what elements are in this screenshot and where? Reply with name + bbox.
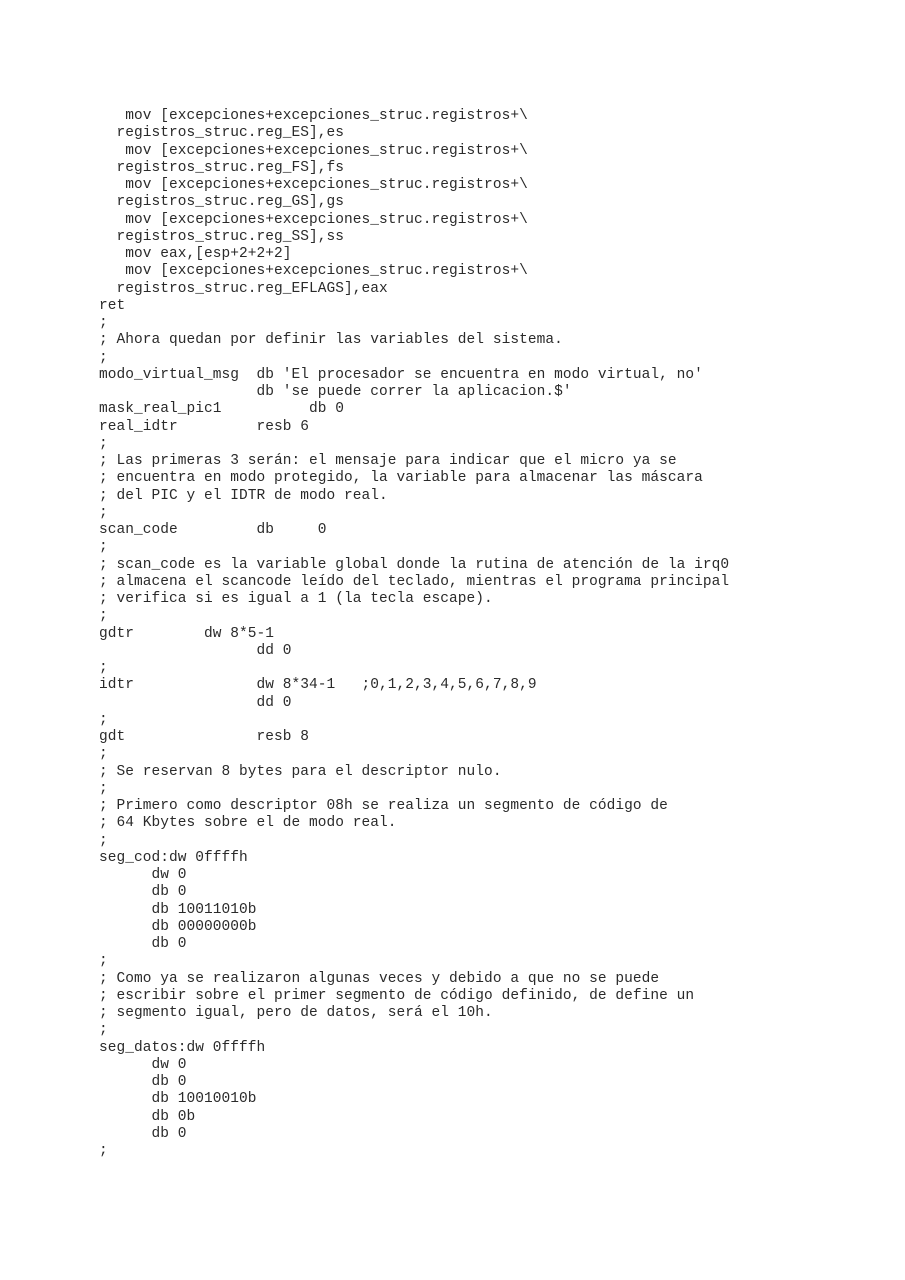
code-line: ; [99, 1022, 108, 1039]
code-line: dd 0 [99, 642, 292, 659]
code-line: ; [99, 539, 108, 556]
code-line: db 'se puede correr la aplicacion.$' [99, 384, 572, 400]
code-line: ret [99, 297, 126, 314]
code-line: ; segmento igual, pero de datos, será el 10h. [99, 1005, 493, 1021]
code-line: seg_cod:dw 0ffffh [99, 849, 248, 866]
code-line: ; [99, 660, 108, 676]
code-line: ; 64 Kbytes sobre el de modo real. [99, 815, 397, 832]
code-line: idtr dw 8*34-1 ;0,1,2,3,4,5,6,7,8,9 [99, 677, 537, 694]
code-line: ; [99, 711, 108, 728]
code-line: mov [excepciones+excepciones_struc.registros+\ [99, 108, 528, 124]
code-line: db 10010010b [99, 1091, 257, 1108]
code-line: real_idtr resb 6 [99, 418, 310, 435]
code-line: db 0 [99, 936, 187, 952]
code-line: mov [excepciones+excepciones_struc.registros+\ [99, 211, 528, 228]
code-line: db 0 [99, 884, 187, 901]
code-line: ; Como ya se realizaron algunas veces y debido a que no se puede [99, 970, 660, 987]
code-line: ; [99, 315, 108, 331]
code-line: dw 0 [99, 867, 187, 883]
code-line: mov eax,[esp+2+2+2] [99, 246, 292, 262]
code-line: modo_virtual_msg db 'El procesador se encuentra en modo virtual, no' [99, 366, 703, 383]
code-line: ; [99, 349, 108, 366]
code-line: gdtr dw 8*5-1 [99, 625, 275, 642]
code-line: seg_datos:dw 0ffffh [99, 1039, 266, 1056]
code-line: ; [99, 780, 108, 797]
code-line: ; almacena el scancode leído del teclado, mientras el programa principal [99, 573, 730, 590]
code-line: registros_struc.reg_GS],gs [99, 194, 345, 211]
code-line: db 0 [99, 1074, 187, 1090]
code-line: scan_code db 0 [99, 522, 327, 538]
code-line: mask_real_pic1 db 0 [99, 401, 345, 418]
code-line: ; Ahora quedan por definir las variables del sistema. [99, 332, 563, 349]
code-line: db 00000000b [99, 918, 257, 935]
code-line: dd 0 [99, 694, 292, 711]
code-line: ; encuentra en modo protegido, la variable para almacenar las máscara [99, 470, 703, 487]
code-line: ; verifica si es igual a 1 (la tecla escape). [99, 591, 493, 607]
code-line: db 0 [99, 1125, 187, 1142]
code-line: ; Se reservan 8 bytes para el descriptor nulo. [99, 763, 502, 780]
code-line: ; [99, 608, 108, 625]
code-line: registros_struc.reg_ES],es [99, 125, 345, 142]
code-line: ; scan_code es la variable global donde la rutina de atención de la irq0 [99, 556, 730, 573]
code-line: registros_struc.reg_FS],fs [99, 159, 345, 176]
code-line: ; Primero como descriptor 08h se realiza un segmento de código de [99, 798, 668, 814]
code-line: ; [99, 435, 108, 452]
code-line: ; escribir sobre el primer segmento de código definido, de define un [99, 987, 695, 1004]
code-line: mov [excepciones+excepciones_struc.registros+\ [99, 142, 528, 159]
code-line: registros_struc.reg_SS],ss [99, 228, 345, 245]
code-line: mov [excepciones+excepciones_struc.registros+\ [99, 263, 528, 280]
code-line: ; Las primeras 3 serán: el mensaje para indicar que el micro ya se [99, 453, 677, 469]
code-line: ; [99, 746, 108, 763]
code-line: ; [99, 953, 108, 970]
code-listing [99, 108, 729, 1160]
code-line: ; [99, 504, 108, 521]
code-line: ; [99, 1143, 108, 1159]
code-line: gdt resb 8 [99, 729, 310, 745]
code-line: ; del PIC y el IDTR de modo real. [99, 487, 388, 504]
code-line: dw 0 [99, 1056, 187, 1073]
code-line: mov [excepciones+excepciones_struc.registros+\ [99, 177, 528, 193]
code-line: db 0b [99, 1108, 196, 1125]
code-line: registros_struc.reg_EFLAGS],eax [99, 280, 388, 297]
code-line: ; [99, 832, 108, 849]
code-line: db 10011010b [99, 901, 257, 918]
